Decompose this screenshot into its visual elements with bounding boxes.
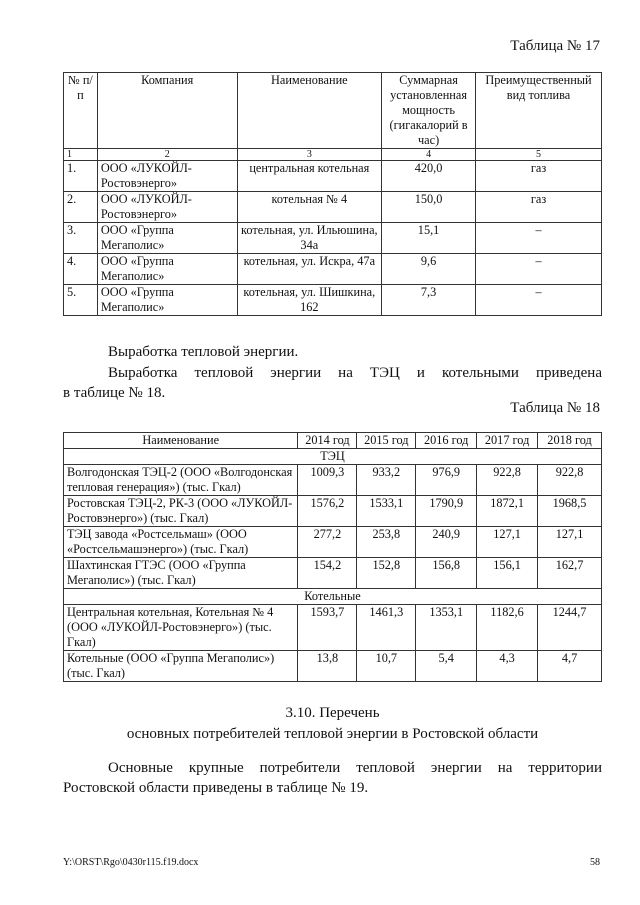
table-row [64,558,602,589]
table-cell: 4,7 [538,651,602,682]
table-cell: газ [476,161,602,192]
table-cell: 922,8 [477,465,538,496]
table-cell: 152,8 [357,558,416,589]
header-cell: Суммарная установленная мощность (гигакалорий в час) [382,73,476,149]
table-cell: 253,8 [357,527,416,558]
table-cell: котельная, ул. Ильюшина, 34а [237,223,382,254]
table-cell: 2. [64,192,98,223]
table-cell: Шахтинская ГТЭС (ООО «Группа Мегаполис») (тыс. Гкал) [64,558,298,589]
table-cell: 127,1 [477,527,538,558]
header-cell: № п/п [64,73,98,149]
column-number: 1 [64,149,98,161]
header-cell: Преимущественный вид топлива [476,73,602,149]
column-number: 5 [476,149,602,161]
header-cell: Компания [97,73,237,149]
table-cell: ООО «ЛУКОЙЛ-Ростовэнерго» [97,161,237,192]
table-cell: – [476,254,602,285]
table-cell: центральная котельная [237,161,382,192]
table-cell: 1533,1 [357,496,416,527]
table-cell: 420,0 [382,161,476,192]
table-cell: Ростовская ТЭЦ-2, РК-3 (ООО «ЛУКОЙЛ-Ростовэнерго») (тыс. Гкал) [64,496,298,527]
table-cell: 277,2 [298,527,357,558]
table-cell: 127,1 [538,527,602,558]
table-cell: 162,7 [538,558,602,589]
table-cell: котельная № 4 [237,192,382,223]
table-cell: котельная, ул. Шишкина, 162 [237,285,382,316]
table-row [64,651,602,682]
table-cell: ООО «Группа Мегаполис» [97,223,237,254]
table-17 [63,72,602,316]
table-cell: 156,8 [416,558,477,589]
table-cell: 1353,1 [416,605,477,651]
table-cell: 10,7 [357,651,416,682]
header-cell: 2015 год [357,433,416,449]
table-cell: – [476,223,602,254]
table-cell: 13,8 [298,651,357,682]
table-cell: 1009,3 [298,465,357,496]
table-row [64,465,602,496]
table-row [64,527,602,558]
column-number: 2 [97,149,237,161]
table-cell: 240,9 [416,527,477,558]
table-cell: 922,8 [538,465,602,496]
section-title: 3.10. Перечень [285,705,380,721]
table-row [64,223,602,254]
table-cell: ООО «Группа Мегаполис» [97,285,237,316]
table-cell: 15,1 [382,223,476,254]
table-row [64,285,602,316]
table18-caption: Таблица № 18 [510,400,600,416]
table-cell: 1182,6 [477,605,538,651]
table-cell: 976,9 [416,465,477,496]
section-row-boilers: Котельные [64,589,602,605]
table-cell: 5,4 [416,651,477,682]
table-cell: 5. [64,285,98,316]
paragraph-line: в таблице № 18. [63,385,166,401]
table-cell: 3. [64,223,98,254]
table-cell: 7,3 [382,285,476,316]
table-cell: газ [476,192,602,223]
table-cell: ООО «ЛУКОЙЛ-Ростовэнерго» [97,192,237,223]
table-cell: 1576,2 [298,496,357,527]
table-row [64,254,602,285]
section-subtitle: основных потребителей тепловой энергии в Ростовской области [126,726,539,742]
table-cell: 1. [64,161,98,192]
header-cell: Наименование [237,73,382,149]
paragraph-line: Выработка тепловой энергии на ТЭЦ и котельными приведена [108,365,602,381]
table-row [64,496,602,527]
table-cell: 1968,5 [538,496,602,527]
column-number: 4 [382,149,476,161]
table-cell: 1593,7 [298,605,357,651]
table-cell: 4. [64,254,98,285]
header-cell: 2017 год [477,433,538,449]
table-cell: ТЭЦ завода «Ростсельмаш» (ООО «Ростсельмашэнерго») (тыс. Гкал) [64,527,298,558]
table-cell: – [476,285,602,316]
table-cell: 1244,7 [538,605,602,651]
table-cell: Центральная котельная, Котельная № 4 (ООО «ЛУКОЙЛ-Ростовэнерго») (тыс. Гкал) [64,605,298,651]
table-row [64,192,602,223]
table-cell: 1790,9 [416,496,477,527]
section-heading: Выработка тепловой энергии. [108,344,299,360]
table-cell: 933,2 [357,465,416,496]
table-cell: 1461,3 [357,605,416,651]
table-cell: котельная, ул. Искра, 47а [237,254,382,285]
table-cell: 154,2 [298,558,357,589]
header-cell: 2014 год [298,433,357,449]
table17-caption: Таблица № 17 [510,38,600,54]
table-cell: Волгодонская ТЭЦ-2 (ООО «Волгодонская тепловая генерация») (тыс. Гкал) [64,465,298,496]
header-cell: Наименование [64,433,298,449]
table-cell: 156,1 [477,558,538,589]
table-row [64,161,602,192]
page-number: 58 [590,857,600,868]
table-cell: 150,0 [382,192,476,223]
header-cell: 2016 год [416,433,477,449]
section-row-tec: ТЭЦ [64,449,602,465]
table-18 [63,432,602,682]
paragraph-line: Ростовской области приведены в таблице № 19. [63,780,369,796]
table-row [64,605,602,651]
footer-file-path: Y:\ORST\Rgo\0430r115.f19.docx [63,857,199,868]
table-cell: Котельные (ООО «Группа Мегаполис») (тыс. Гкал) [64,651,298,682]
table-cell: 9,6 [382,254,476,285]
table-cell: ООО «Группа Мегаполис» [97,254,237,285]
column-number: 3 [237,149,382,161]
table-cell: 4,3 [477,651,538,682]
table-cell: 1872,1 [477,496,538,527]
paragraph-line: Основные крупные потребители тепловой энергии на территории [108,760,602,776]
header-cell: 2018 год [538,433,602,449]
